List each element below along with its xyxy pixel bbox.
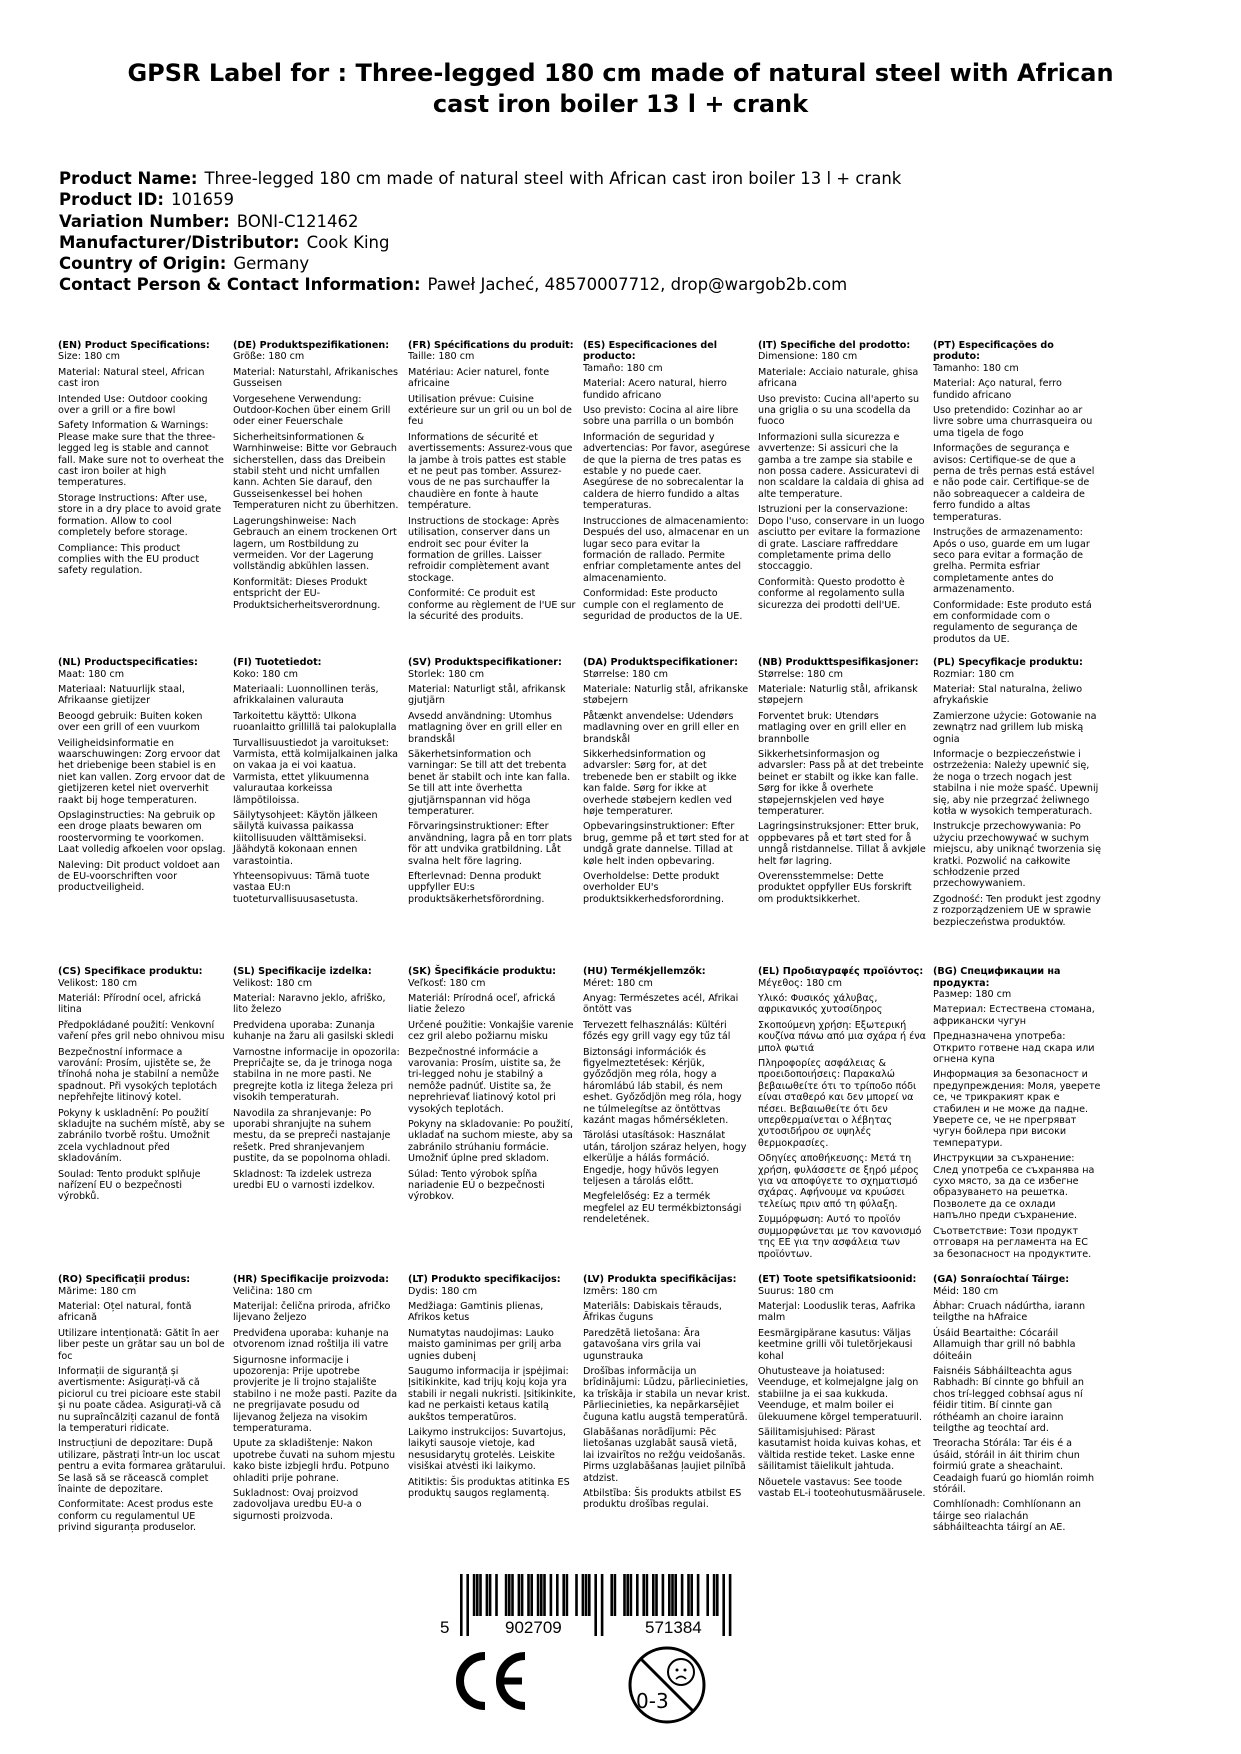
spec-line: Drošības informācija un brīdinājumi: Lūdzu, pārliecinieties, ka trīskāja ir stabila un nevar krist. Pārliecinieties, ka nepārkarsējiet čuguna katlu augstā temperatūrā.	[583, 1366, 751, 1423]
spec-line: Rozmiar: 180 cm	[933, 668, 1015, 680]
spec-line: Tamaño: 180 cm	[583, 362, 663, 374]
spec-line: Beoogd gebruik: Buiten koken over een grill of een vuurkom	[58, 710, 203, 734]
spec-line: Veličina: 180 cm	[233, 1285, 313, 1297]
barcode-bar	[486, 1574, 489, 1616]
barcode-bar	[646, 1574, 649, 1616]
label-title: GPSR Label for : Three-legged 180 cm made of natural steel with African cast iron boiler 13 l + crank	[127, 59, 1114, 118]
spec-line: Материал: Естествена стомана, африкански чугун	[933, 1004, 1095, 1027]
spec-line: Material: Naturstahl, Afrikanisches Gusseisen	[233, 366, 399, 390]
spec-line: Medžiaga: Gamtinis plienas, Afrikos ketus	[408, 1300, 544, 1324]
barcode-bar	[550, 1574, 553, 1616]
spec-title: (LV) Produkta specifikācijas:	[583, 1274, 737, 1286]
spec-title: (DE) Produktspezifikationen:	[233, 340, 390, 351]
spec-title: (ES) Especificaciones del producto:	[583, 340, 718, 363]
spec-line: Safety Information & Warnings: Please make sure that the three-legged leg is stable and cannot fall. Make sure not to overheat the cast iron boiler at high temperatures.	[58, 420, 224, 489]
spec-line: Dydis: 180 cm	[408, 1285, 478, 1297]
spec-line: Størrelse: 180 cm	[583, 668, 668, 680]
spec-line: Instrucciones de almacenamiento: Después del uso, almacenar en un lugar seco para evitar la formación de rallado. Permite enfriar completamente antes del almacenamiento.	[583, 515, 750, 584]
spec-line: Uso previsto: Cocina al aire libre sobre una parrilla o un bombón	[583, 405, 739, 428]
barcode-bar	[476, 1574, 479, 1616]
spec-block	[758, 1274, 933, 1511]
spec-title: (LT) Produkto specifikacijos:	[408, 1274, 561, 1286]
spec-block	[408, 340, 583, 634]
spec-title: (EN) Product Specifications:	[58, 340, 210, 351]
spec-line: Paredzētā lietošana: Āra gatavošana virs grila vai ugunstrauka	[583, 1327, 701, 1362]
spec-line: Ábhar: Cruach nádúrtha, iarann teilgthe na hAfraice	[933, 1300, 1086, 1324]
barcode-bar	[537, 1574, 540, 1616]
spec-line: Material: Natural steel, African cast iron	[58, 366, 205, 390]
spec-line: Mărime: 180 cm	[58, 1285, 137, 1297]
info-label: Contact Person & Contact Information:	[59, 275, 421, 295]
spec-line: Storage Instructions: After use, store in a dry place to avoid grate formation. Allow to cool completely before storage.	[58, 492, 222, 539]
info-value: Cook King	[306, 232, 390, 252]
info-label: Variation Number:	[59, 211, 230, 231]
spec-line: Súlad: Tento výrobok spĺňa nariadenie EÚ o bezpečnosti výrobkov.	[408, 1168, 545, 1203]
spec-line: Konformität: Dieses Produkt entspricht der EU-Produktsicherheitsverordnung.	[233, 576, 381, 611]
spec-line: Съответствие: Този продукт отговаря на регламента на ЕС за безопасност на продуктите.	[933, 1225, 1092, 1260]
spec-line: Opslaginstructies: Na gebruik op een droge plaats bewaren om roostervorming te voorkomen. Laat volledig afkoelen voor opslag.	[58, 810, 226, 856]
spec-line: Biztonsági információk és figyelmeztetések: Kérjük, győződjön meg róla, hogy a háromlábú láb stabil, és nem eshet. Győződjön meg róla, hogy ne túlmelegítse az öntöttvas kazánt magas hőmérsékleten.	[583, 1046, 742, 1127]
spec-line: Bezpečnostní informace a varování: Prosím, ujistěte se, že třínohá noha je stabilní a nemůže spadnout. Při vysokých teplotách nepřehřejte litinový kotel.	[58, 1046, 220, 1104]
spec-line: Πληροφορίες ασφάλειας & προειδοποιήσεις: Παρακαλώ βεβαιωθείτε ότι το τρίποδο πόδι είναι σταθερό και δεν μπορεί να πέσει. Βεβαιωθείτε ότι δεν υπερθερμαίνεται ο λέβητας χυτοσιδήρου σε υψηλές θερμοκρασίες.	[758, 1058, 917, 1149]
spec-line: Skladnost: Ta izdelek ustreza uredbi EU o varnosti izdelkov.	[233, 1168, 375, 1192]
barcode-bar	[521, 1574, 524, 1616]
spec-line: Lagringsinstruksjoner: Etter bruk, oppbevares på et tørt sted for å unngå ristdannelse. Tillat å avkjøle helt før lagring.	[758, 821, 926, 867]
spec-line: Forventet bruk: Utendørs matlaging over en grill eller en brannbolle	[758, 710, 907, 745]
barcode-bar	[530, 1574, 533, 1616]
spec-title: (SL) Specifikacije izdelka:	[233, 966, 372, 978]
barcode-bar	[652, 1574, 655, 1616]
spec-line: Dimensione: 180 cm	[758, 351, 858, 363]
barcode-digit-lead: 5	[440, 1618, 450, 1638]
spec-line: Informacje o bezpieczeństwie i ostrzeżenia: Należy upewnić się, że noga o trzech nogach jest stabilna i nie może spaść. Upewnij się, aby nie przegrzać żeliwnego kotła w wysokich temperaturach.	[933, 749, 1099, 818]
spec-line: Materiale: Acciaio naturale, ghisa africana	[758, 366, 919, 390]
spec-line: Velikost: 180 cm	[233, 977, 313, 989]
spec-grid	[58, 340, 1238, 1574]
spec-line: Ohutusteave ja hoiatused: Veenduge, et kolmejalgne jalg on stabiilne ja ei saa kukkuda. Veenduge, et malm boiler ei ülekuumene kõrgel temperatuuril.	[758, 1366, 922, 1423]
spec-row	[58, 1274, 1238, 1574]
spec-line: Taille: 180 cm	[408, 351, 475, 363]
spec-line: Méret: 180 cm	[583, 977, 653, 989]
spec-line: Material: Acero natural, hierro fundido africano	[583, 378, 727, 401]
spec-line: Sikkerhetsinformasjon og advarsler: Pass på at det trebeinte beinet er stabilt og ikke kan falle. Sørg for ikke å overhete støpejernskjelen ved høye temperaturer.	[758, 749, 924, 818]
barcode-bar	[623, 1574, 626, 1616]
barcode-bar	[722, 1574, 725, 1636]
barcode-bar	[697, 1574, 700, 1616]
spec-line: Tamanho: 180 cm	[933, 362, 1019, 374]
spec-line: Sicherheitsinformationen & Warnhinweise: Bitte vor Gebrauch sicherstellen, dass das Dreibein stabil steht und nicht umfallen kann. Achten Sie darauf, den Gusseisenkessel bei hohen Temperaturen nicht zu überhitzen.	[233, 431, 399, 512]
barcode-bar	[460, 1574, 463, 1636]
spec-line: Bezpečnostné informácie a varovania: Prosím, uistite sa, že tri-legged nohu je stabilný a nemôže padnúť. Uistite sa, že neprehrievať liatinový kotol pri vysokých teplotách.	[408, 1046, 561, 1115]
spec-line: Materiál: Přírodní ocel, africká litina	[58, 992, 202, 1016]
barcode-bar	[655, 1574, 658, 1616]
spec-block	[583, 1274, 758, 1523]
spec-line: Úsáid Beartaithe: Cócaráil Allamuigh thar grill nó babhla dóiteáin	[933, 1327, 1076, 1362]
spec-line: Veľkosť: 180 cm	[408, 977, 486, 989]
spec-title: (PL) Specyfikacje produktu:	[933, 657, 1083, 669]
spec-line: Comhlíonadh: Comhlíonann an táirge seo rialachán sábháilteachta táirgí an AE.	[933, 1499, 1081, 1534]
spec-line: Materijal: čelična priroda, afričko lijevano željezo	[233, 1300, 391, 1324]
spec-line: Tarkoitettu käyttö: Ulkona ruoanlaitto grillillä tai palokuplalla	[233, 710, 397, 734]
spec-line: Soulad: Tento produkt splňuje nařízení EU o bezpečnosti výrobků.	[58, 1168, 201, 1203]
label-body	[0, 340, 1241, 1744]
spec-line: Tárolási utasítások: Használat után, tároljon száraz helyen, hogy elkerülje a hálás formáció. Engedje, hogy hűvös legyen teljesen a tárolás előtt.	[583, 1130, 747, 1188]
spec-line: Overensstemmelse: Dette produktet oppfyller EUs forskrift om produktsikkerhet.	[758, 871, 912, 905]
barcode-bar	[674, 1574, 677, 1616]
info-value: 101659	[170, 190, 234, 210]
barcode-bar	[662, 1574, 665, 1616]
info-value: Paweł Jacheć, 48570007712, drop@wargob2b.com	[427, 275, 848, 295]
spec-line: Atitiktis: Šis produktas atitinka ES produktų saugos reglamentą.	[408, 1476, 570, 1500]
barcode-bar	[601, 1574, 604, 1636]
spec-line: Lagerungshinweise: Nach Gebrauch an einem trockenen Ort lagern, um Rostbildung zu vermeiden. Vor der Lagerung vollständig abkühlen lassen.	[233, 515, 397, 573]
spec-block	[233, 340, 408, 623]
barcode-bar	[594, 1574, 597, 1636]
spec-block	[58, 966, 233, 1215]
barcode-bar	[671, 1574, 674, 1616]
barcode-bar	[636, 1574, 639, 1616]
spec-title: (SV) Produktspecifikationer:	[408, 657, 562, 669]
spec-line: Efterlevnad: Denna produkt uppfyller EU:s produktsäkerhetsförordning.	[408, 871, 545, 905]
spec-title: (HU) Termékjellemzők:	[583, 966, 706, 978]
spec-line: Faisnéis Sábháilteachta agus Rabhadh: Bí cinnte go bhfuil an chos trí-legged cobhsaí agus ní féidir titim. Bí cinnte gan róthéamh an choire iarainn teilgthe ag teochtaí ard.	[933, 1366, 1084, 1435]
barcode-bar	[582, 1574, 585, 1616]
spec-line: Izmērs: 180 cm	[583, 1285, 658, 1297]
spec-line: Méid: 180 cm	[933, 1285, 999, 1297]
spec-line: Предназначена употреба: Открито готвене над скара или огнена купа	[933, 1031, 1095, 1065]
spec-line: Vorgesehene Verwendung: Outdoor-Kochen über einem Grill oder einer Feuerschale	[233, 393, 391, 428]
barcode-bar	[588, 1574, 591, 1616]
spec-block	[758, 966, 933, 1272]
spec-line: Material: Oțel natural, fontă africană	[58, 1300, 192, 1324]
spec-line: Megfelelőség: Ez a termék megfelel az EU termékbiztonsági rendeletének.	[583, 1191, 742, 1226]
barcode-bar	[716, 1574, 719, 1616]
barcode-bar	[505, 1574, 508, 1616]
spec-line: Påtænkt anvendelse: Udendørs madlavning over en grill eller en brandskål	[583, 710, 740, 745]
barcode-bar	[556, 1574, 559, 1616]
spec-title: (SK) Špecifikácie produktu:	[408, 966, 557, 978]
barcode-bar	[687, 1574, 690, 1616]
spec-line: Navodila za shranjevanje: Po uporabi shranjujte na suhem mestu, da se prepreči nastajanje rešetk. Pred shranjevanjem pustite, da se popolnoma ohladi.	[233, 1107, 391, 1165]
spec-line: Μέγεθος: 180 cm	[758, 977, 842, 989]
age-label: 0-3	[636, 1689, 669, 1714]
barcode-bar	[511, 1574, 514, 1616]
spec-line: Veiligheidsinformatie en waarschuwingen: Zorg ervoor dat het driebenige been stabiel is en niet kan vallen. Zorg ervoor dat de gietijzeren ketel niet oververhit raakt bij hoge temperaturen.	[58, 737, 226, 806]
spec-line: Информация за безопасност и предупреждения: Моля, уверете се, че трикракият крак е стабилен и не може да падне. Уверете се, че не прегряват чугун бойлера при високи температури.	[933, 1069, 1101, 1149]
spec-line: Materiāls: Dabiskais tērauds, Āfrikas čuguns	[583, 1300, 722, 1324]
barcode-bar	[614, 1574, 617, 1616]
spec-line: Suurus: 180 cm	[758, 1285, 834, 1297]
spec-line: Yhteensopivuus: Tämä tuote vastaa EU:n tuoteturvallisuusasetusta.	[233, 871, 370, 905]
spec-line: Turvallisuustiedot ja varoitukset: Varmista, että kolmijalkainen jalka on vakaa ja ei voi kaatua. Varmista, ettet ylikuumenna valurautaa korkeissa lämpötiloissa.	[233, 737, 399, 806]
spec-line: Informations de sécurité et avertissements: Assurez-vous que la jambe à trois pattes est stable et ne peut pas tomber. Assurez-vous de ne pas surchauffer la chaudière en fonte à haute température.	[408, 431, 573, 512]
barcode-bar	[585, 1574, 588, 1616]
spec-line: Säilytysohjeet: Käytön jälkeen säilytä kuivassa paikassa kiitollisuuden välttämiseksi. Jäähdytä kokonaan ennen varastointia.	[233, 810, 378, 867]
barcode-bar	[681, 1574, 684, 1616]
info-value: Three-legged 180 cm made of natural steel with African cast iron boiler 13 l + crank	[204, 169, 902, 188]
barcode-digits-left: 902709	[505, 1618, 562, 1638]
spec-title: (CS) Specifikace produktu:	[58, 966, 203, 978]
spec-line: Material: Naturligt stål, afrikansk gjutjärn	[408, 683, 566, 707]
barcode-bar	[473, 1574, 476, 1616]
spec-line: Conformité: Ce produit est conforme au règlement de l'UE sur la sécurité des produits.	[408, 588, 576, 622]
spec-block	[933, 966, 1108, 1272]
spec-block	[933, 1274, 1108, 1546]
info-label: Product Name:	[59, 169, 198, 188]
spec-line: Material: Aço natural, ferro fundido africano	[933, 378, 1062, 401]
spec-line: Předpokládané použití: Venkovní vaření přes gril nebo ohnivou misu	[58, 1019, 225, 1043]
spec-line: Förvaringsinstruktioner: Efter användning, lagra på en torr plats för att undvika gratbildning. Låt svalna helt före lagring.	[408, 821, 573, 867]
spec-block	[583, 966, 758, 1238]
spec-block	[58, 1274, 233, 1546]
spec-line: Størrelse: 180 cm	[758, 668, 843, 680]
spec-line: Materiaali: Luonnollinen teräs, afrikkalainen valurauta	[233, 683, 379, 707]
spec-title: (HR) Specifikacije proizvoda:	[233, 1274, 389, 1286]
spec-line: Overholdelse: Dette produkt overholder EU's produktsikkerhedsforordning.	[583, 871, 725, 905]
spec-line: Größe: 180 cm	[233, 351, 305, 363]
spec-line: Určené použitie: Vonkajšie varenie cez gril alebo požiarnu misku	[408, 1019, 574, 1043]
barcode-bar	[518, 1574, 521, 1616]
spec-block	[58, 657, 233, 906]
spec-line: Matériau: Acier naturel, fonte africaine	[408, 366, 550, 390]
product-info	[59, 168, 901, 296]
spec-line: Informații de siguranță și avertismente: Asigurați-vă că piciorul cu trei picioare este stabil și nu poate cădea. Asigurați-vă că nu supraîncălziți cazanul de fontă la temperaturi ridicate.	[58, 1366, 222, 1435]
spec-line: Istruzioni per la conservazione: Dopo l'uso, conservare in un luogo asciutto per evitare la formazione di grate. Lasciare raffreddare completamente prima dello stoccaggio.	[758, 504, 925, 573]
spec-title: (FR) Spécifications du produit:	[408, 340, 574, 351]
spec-line: Sikkerhedsinformation og advarsler: Sørg for, at det trebenede ben er stabilt og ikke kan falde. Sørg for ikke at overhede støbejern kedlen ved høje temperaturer.	[583, 749, 737, 818]
info-row	[59, 189, 901, 210]
spec-line: Eesmärgipärane kasutus: Väljas keetmine grilli või tuletõrjekausi kohal	[758, 1327, 913, 1362]
spec-line: Predviđena uporaba: kuhanje na otvorenom iznad roštilja ili vatre	[233, 1327, 389, 1351]
spec-line: Predvidena uporaba: Zunanja kuhanje na žaru ali gasilski skledi	[233, 1019, 394, 1043]
info-label: Country of Origin:	[59, 254, 227, 274]
spec-block	[58, 340, 233, 589]
spec-block	[758, 657, 933, 917]
spec-line: Pokyny na skladovanie: Po použití, ukladať na suchom mieste, aby sa zabránilo strúhaniu formácie. Umožniť úplne pred skladom.	[408, 1119, 574, 1165]
info-label: Manufacturer/Distributor:	[59, 232, 300, 252]
spec-line: Varnostne informacije in opozorila: Prepričajte se, da je trinoga noga stabilna in ne more pasti. Ne pregrejte kotla iz litega železa pri visokih temperaturah.	[233, 1046, 400, 1104]
spec-line: Uso previsto: Cucina all'aperto su una griglia o su una scodella da fuoco	[758, 393, 920, 428]
spec-line: Zgodność: Ten produkt jest zgodny z rozporządzeniem UE w sprawie bezpieczeństwa produktów.	[933, 893, 1101, 928]
spec-line: Laikymo instrukcijos: Suvartojus, laikyti sausoje vietoje, kad nesusidarytų grotelės. Leiskite visiškai atvėsti iki laikymo.	[408, 1427, 566, 1473]
spec-title: (DA) Produktspecifikationer:	[583, 657, 738, 669]
spec-title: (NL) Productspecificaties:	[58, 657, 198, 669]
spec-line: Conformità: Questo prodotto è conforme al regolamento sulla sicurezza dei prodotti dell'UE.	[758, 576, 905, 611]
spec-line: Compliance: This product complies with the EU product safety regulation.	[58, 542, 200, 577]
spec-block	[933, 657, 1108, 940]
barcode-bar	[729, 1574, 732, 1636]
spec-line: Koko: 180 cm	[233, 668, 299, 680]
spec-block	[233, 1274, 408, 1534]
spec-line: Materiale: Naturlig stål, afrikanske støbejern	[583, 683, 749, 707]
info-value: BONI-C121462	[236, 211, 359, 231]
barcode-bar	[626, 1574, 629, 1616]
spec-title: (RO) Specificații produs:	[58, 1274, 191, 1286]
spec-line: Informações de segurança e avisos: Certifique-se de que a perna de três pernas está estável e não pode cair. Certifique-se de não sobreaquecer a caldeira de ferro fundido a altas temperaturas.	[933, 443, 1095, 523]
barcode	[460, 1574, 750, 1638]
barcode-bar	[466, 1574, 469, 1636]
info-row	[59, 274, 901, 295]
spec-line: Σκοπούμενη χρήση: Εξωτερική κουζίνα πάνω από μια σχάρα ή ένα μπολ φωτιά	[758, 1019, 926, 1054]
barcode-bar	[690, 1574, 693, 1616]
spec-line: Opbevaringsinstruktioner: Efter brug, gemme på et tørt sted for at undgå grate dannelse. Tillad at køle helt inden opbevaring.	[583, 821, 749, 867]
spec-line: Numatytas naudojimas: Lauko maisto gaminimas per grilį arba ugnies dubenį	[408, 1327, 562, 1362]
spec-line: Συμμόρφωση: Αυτό το προϊόν συμμορφώνεται με τον κανονισμό της ΕΕ για την ασφάλεια των προϊόντων.	[758, 1214, 922, 1260]
spec-line: Säilitamisjuhised: Pärast kasutamist hoida kuivas kohas, et vältida restide teket. Laske enne säilitamist täielikult jahtuda.	[758, 1427, 921, 1473]
info-value: Germany	[233, 254, 310, 274]
spec-line: Utilizare intenționată: Gătit în aer liber peste un grătar sau un bol de foc	[58, 1327, 225, 1362]
spec-line: Naleving: Dit product voldoet aan de EU-voorschriften voor productveiligheid.	[58, 859, 220, 894]
spec-line: Storlek: 180 cm	[408, 668, 485, 680]
barcode-bar	[540, 1574, 543, 1616]
info-row	[59, 232, 901, 253]
spec-line: Instruções de armazenamento: Após o uso, guarde em um lugar seco para evitar a formação de grelha. Permita esfriar completamente antes do armazenamento.	[933, 527, 1090, 596]
spec-title: (EL) Προδιαγραφές προϊόντος:	[758, 966, 924, 978]
spec-line: Utilisation prévue: Cuisine extérieure sur un gril ou un bol de feu	[408, 393, 572, 428]
barcode-bar	[706, 1574, 709, 1616]
spec-row	[58, 966, 1238, 1274]
spec-line: Informazioni sulla sicurezza e avvertenze: Si assicuri che la gamba a tre zampe sia stabile e non possa cadere. Assicuratevi di non scaldare la caldaia di ghisa ad alte temperature.	[758, 431, 925, 500]
spec-line: Instrucțiuni de depozitare: După utilizare, păstrați într-un loc uscat pentru a evita formarea grătarului. Se lasă să se răcească complet înainte de depozitare.	[58, 1438, 226, 1496]
barcode-bar	[479, 1574, 482, 1616]
spec-block	[583, 340, 758, 634]
spec-block	[408, 1274, 583, 1511]
spec-line: Tervezett felhasználás: Kültéri főzés egy grill vagy egy tűz tál	[583, 1019, 731, 1043]
spec-title: (BG) Спецификации на продукта:	[933, 966, 1061, 989]
spec-line: Glabāšanas norādījumi: Pēc lietošanas uzglabāt sausā vietā, lai izvairītos no režģu veidošanās. Pirms uzglabāšanas ļaujiet pilnībā atdzist.	[583, 1427, 746, 1484]
label-footer	[0, 1574, 1241, 1744]
spec-block	[233, 657, 408, 917]
barcode-bar	[562, 1574, 565, 1616]
spec-line: Velikost: 180 cm	[58, 977, 138, 989]
spec-line: Conformidade: Este produto está em conformidade com o regulamento de segurança de produtos da UE.	[933, 599, 1092, 645]
spec-line: Instructions de stockage: Après utilisation, conserver dans un endroit sec pour éviter la formation de grilles. Laisser refroidir complètement avant stockage.	[408, 515, 560, 584]
not-for-children-under-3-icon	[626, 1644, 708, 1726]
spec-line: Υλικό: Φυσικός χάλυβας, αφρικανικός χυτοσίδηρος	[758, 992, 883, 1016]
spec-line: Materiał: Stal naturalna, żeliwo afrykańskie	[933, 683, 1083, 707]
barcode-bar	[668, 1574, 671, 1616]
barcode-bar	[508, 1574, 511, 1616]
spec-title: (ET) Toote spetsifikatsioonid:	[758, 1274, 917, 1286]
spec-block	[408, 966, 583, 1215]
spec-line: Materiaal: Natuurlijk staal, Afrikaanse gietijzer	[58, 683, 185, 707]
spec-block	[408, 657, 583, 917]
spec-line: Atbilstība: Šis produkts atbilst ES produktu drošības regulai.	[583, 1488, 742, 1511]
barcode-bar	[527, 1574, 530, 1616]
spec-line: Materiál: Prírodná oceľ, africká liatie železo	[408, 992, 556, 1016]
spec-line: Size: 180 cm	[58, 351, 120, 363]
barcode-bar	[543, 1574, 546, 1616]
spec-line: Saugumo informacija ir įspėjimai: Įsitikinkite, kad trijų kojų koja yra stabili ir negali nukristi. Įsitikinkite, kad ne perkaisti ketaus katilą aukštos temperatūros.	[408, 1366, 576, 1423]
info-row	[59, 211, 901, 232]
spec-line: Инструкции за съхранение: След употреба се съхранява на сухо място, за да се избегне образуването на решетка. Позволете да се охлади напълно преди съхранение.	[933, 1153, 1095, 1222]
spec-line: Upute za skladištenje: Nakon upotrebe čuvati na suhom mjestu kako biste izbjegli hrđu. Potpuno ohladiti prije pohrane.	[233, 1438, 396, 1484]
spec-line: Zamierzone użycie: Gotowanie na zewnątrz nad grillem lub miską ognia	[933, 710, 1097, 745]
spec-block	[758, 340, 933, 623]
spec-title: (GA) Sonraíochtaí Táirge:	[933, 1274, 1070, 1286]
spec-block	[583, 657, 758, 917]
spec-line: Nõuetele vastavus: See toode vastab EL-i tooteohutusmäärusele.	[758, 1476, 926, 1500]
barcode-bar	[642, 1574, 645, 1616]
spec-line: Maat: 180 cm	[58, 668, 125, 680]
spec-line: Instrukcje przechowywania: Po użyciu przechowywać w suchym miejscu, aby uniknąć tworzenia się kratki. Pozwolić na całkowite schłodzenie przed przechowywaniem.	[933, 821, 1101, 890]
info-row	[59, 253, 901, 274]
spec-line: Materjal: Looduslik teras, Aafrika malm	[758, 1300, 916, 1324]
barcode-bar	[713, 1574, 716, 1616]
barcode-bar	[630, 1574, 633, 1616]
spec-line: Materiale: Naturlig stål, afrikansk støpejern	[758, 683, 918, 707]
spec-title: (FI) Tuotetiedot:	[233, 657, 322, 669]
info-row	[59, 168, 901, 189]
spec-row	[58, 657, 1238, 966]
spec-line: Conformitate: Acest produs este conform cu regulamentul UE privind siguranța produselor.	[58, 1499, 214, 1534]
barcode-bar	[566, 1574, 569, 1616]
barcode-bar	[610, 1574, 613, 1616]
barcode-bar	[495, 1574, 498, 1616]
spec-title: (PT) Especificações do produto:	[933, 340, 1054, 363]
spec-row	[58, 340, 1238, 657]
spec-line: Размер: 180 cm	[933, 988, 1012, 1000]
spec-block	[233, 966, 408, 1203]
spec-block	[933, 340, 1108, 657]
spec-line: Conformidad: Este producto cumple con el reglamento de seguridad de productos de la UE.	[583, 588, 743, 622]
spec-line: Información de seguridad y advertencias: Por favor, asegúrese de que la pierna de tres patas es estable y no puede caer. Asegúrese de no sobrecalentar la caldera de hierro fundido a altas temperaturas.	[583, 431, 750, 512]
spec-line: Οδηγίες αποθήκευσης: Μετά τη χρήση, φυλάσσετε σε ξηρό μέρος για να αποφύγετε το σχηματισμό σχάρας. Αφήνουμε να κρυώσει τελείως πριν από τη φύλαξη.	[758, 1153, 919, 1210]
spec-line: Pokyny k uskladnění: Po použití skladujte na suchém místě, aby se zabránilo tvorbě roštu. Umožnit zcela vychladnout před skladováním.	[58, 1107, 225, 1165]
spec-line: Sukladnost: Ovaj proizvod zadovoljava uredbu EU-a o sigurnosti proizvoda.	[233, 1488, 362, 1522]
info-label: Product ID:	[59, 190, 164, 210]
barcode-bar	[489, 1574, 492, 1616]
spec-title: (NB) Produkttspesifikasjoner:	[758, 657, 919, 669]
spec-line: Anyag: Természetes acél, Afrikai öntött vas	[583, 992, 739, 1016]
spec-line: Avsedd användning: Utomhus matlagning över en grill eller en brandskål	[408, 710, 563, 745]
spec-line: Uso pretendido: Cozinhar ao ar livre sobre uma churrasqueira ou uma tigela de fogo	[933, 405, 1093, 439]
spec-line: Treoracha Stórála: Tar éis é a úsáid, stóráil in áit thirim chun foirmiú grate a sheachaint. Ceadaigh fuarú go hiomlán roimh stóráil.	[933, 1438, 1095, 1496]
barcode-bar	[575, 1574, 578, 1616]
ce-mark-icon	[452, 1652, 530, 1710]
spec-title: (IT) Specifiche del prodotto:	[758, 340, 911, 351]
barcode-digits-right: 571384	[645, 1618, 702, 1638]
spec-line: Intended Use: Outdoor cooking over a grill or a fire bowl	[58, 393, 208, 417]
spec-line: Sigurnosne informacije i upozorenja: Prije upotrebe provjerite je li trojno stajalište stabilno i ne može pasti. Pazite da ne pregrijavate posudu od lijevanog željeza na visokim temperaturama.	[233, 1354, 398, 1435]
spec-line: Material: Naravno jeklo, afriško, lito železo	[233, 992, 386, 1016]
spec-line: Säkerhetsinformation och varningar: Se till att det trebenta benet är stabilt och inte kan falla. Se till att inte överhetta gjutjärnspannan vid höga temperaturer.	[408, 749, 571, 818]
